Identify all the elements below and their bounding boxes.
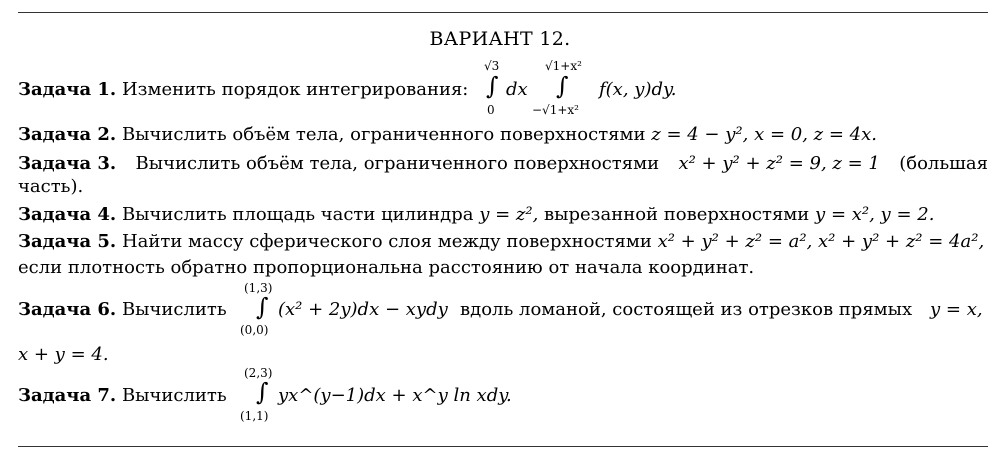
task-4-text: Вычислить площадь части цилиндра: [121, 204, 474, 225]
task-6-math-end: y = x,: [930, 299, 983, 320]
task-4-math-1: y = z²,: [479, 204, 539, 225]
task-1-int1-lower: 0: [487, 103, 495, 117]
task-3-text: Вычислить объём тела, ограниченного поверхностями: [135, 153, 660, 174]
task-3-tail: (большая: [899, 153, 988, 174]
task-1-int2-upper: √1+x²: [545, 59, 582, 73]
task-5-math: x² + y² + z² = a², x² + y² + z² = 4a²,: [657, 231, 985, 252]
variant-title: ВАРИАНТ 12.: [429, 28, 571, 50]
task-7-upper-limit: (2,3): [244, 366, 273, 380]
task-1-int2-lower: −√1+x²: [532, 103, 579, 117]
task-5-label: Задача 5.: [18, 231, 117, 252]
task-7-lower-limit: (1,1): [240, 409, 269, 423]
bottom-rule: [18, 446, 988, 447]
task-1-dx: dx: [506, 79, 528, 100]
task-1: [18, 79, 468, 101]
task-7-label: Задача 7.: [18, 385, 117, 406]
task-3-label: Задача 3.: [18, 153, 117, 174]
integral-sign-1: ∫: [486, 72, 499, 100]
task-2: [18, 124, 877, 146]
top-rule: [18, 12, 988, 13]
task-5-text: Найти массу сферического слоя между поверхностями: [121, 231, 652, 252]
task-6-upper-limit: (1,3): [244, 281, 273, 295]
task-3: [18, 153, 988, 175]
task-5: [18, 231, 984, 253]
task-7-integrand: yx^(y−1)dx + x^y ln xdy.: [278, 385, 512, 406]
task-2-math: z = 4 − y², x = 0, z = 4x.: [651, 124, 877, 145]
task-4-label: Задача 4.: [18, 204, 117, 225]
task-3-math: x² + y² + z² = 9, z = 1: [678, 153, 880, 174]
task-3-continuation: часть).: [18, 176, 84, 197]
task-4-mid: вырезанной поверхностями: [544, 204, 810, 225]
task-1-label: Задача 1.: [18, 79, 117, 100]
task-2-text: Вычислить объём тела, ограниченного поверхностями: [121, 124, 646, 145]
task-7: [18, 385, 227, 407]
task-6-mid: вдоль ломаной, состоящей из отрезков прямых: [460, 299, 913, 320]
task-4: [18, 204, 934, 226]
task-7-text: Вычислить: [121, 385, 227, 406]
task-5-continuation: если плотность обратно пропорциональна расстоянию от начала координат.: [18, 257, 755, 278]
integral-sign-4: ∫: [256, 378, 269, 406]
task-1-text: Изменить порядок интегрирования:: [121, 79, 469, 100]
task-1-int1-upper: √3: [484, 59, 500, 73]
task-6-integrand: (x² + 2y)dx − xydy: [278, 299, 448, 320]
task-1-func: f(x, y)dy.: [599, 79, 677, 100]
integral-sign-2: ∫: [556, 72, 569, 100]
task-6-text: Вычислить: [121, 299, 227, 320]
integral-sign-3: ∫: [256, 293, 269, 321]
task-6-label: Задача 6.: [18, 299, 117, 320]
task-6-lower-limit: (0,0): [240, 323, 269, 337]
task-4-math-2: y = x², y = 2.: [815, 204, 935, 225]
task-6: [18, 299, 227, 321]
task-2-label: Задача 2.: [18, 124, 117, 145]
task-6-continuation: x + y = 4.: [18, 344, 109, 365]
